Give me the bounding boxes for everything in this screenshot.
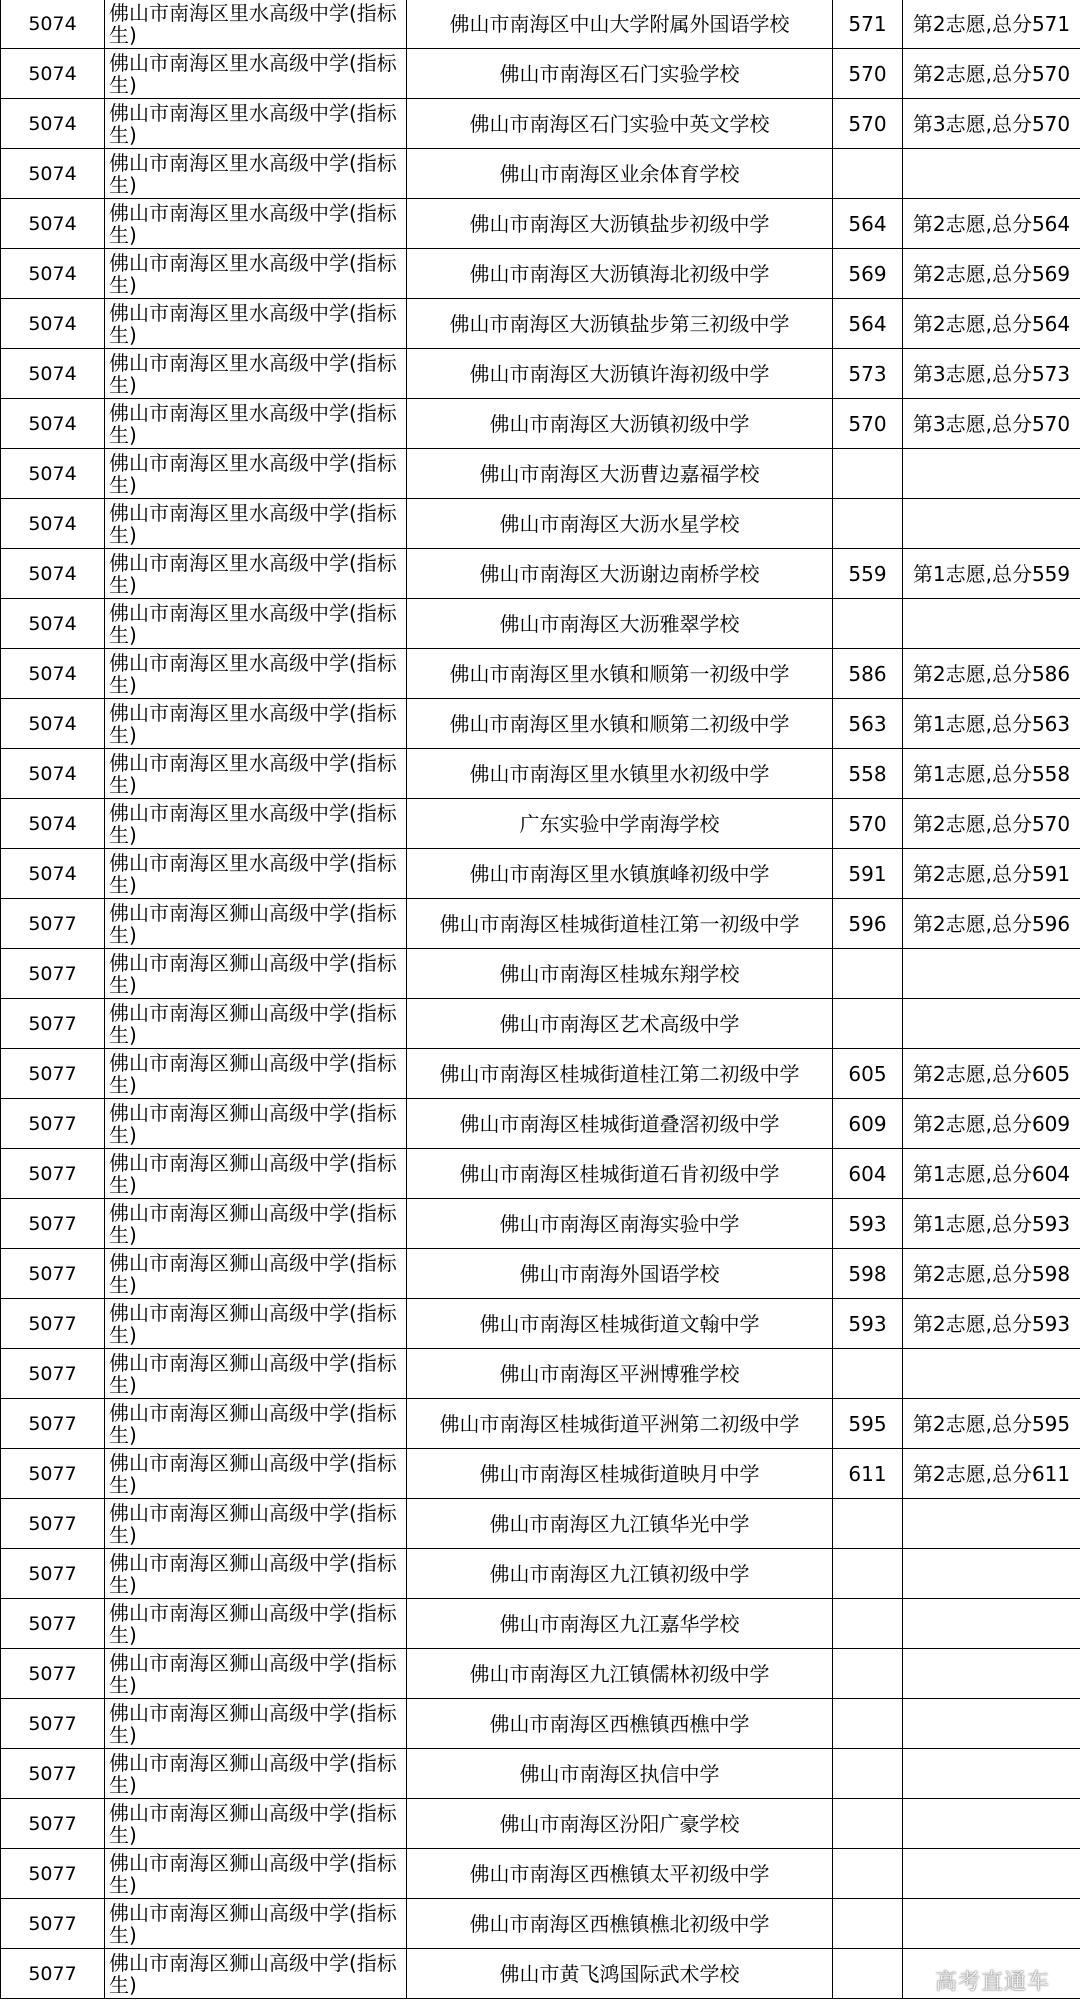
note-cell: 第1志愿,总分558 (903, 749, 1080, 799)
score-cell: 595 (833, 1399, 903, 1449)
school-name: 佛山市南海区狮山高级中学(指标生) (109, 1600, 397, 1647)
school-cell (105, 449, 407, 499)
source-school-cell: 佛山市南海区大沥曹边嘉福学校 (407, 449, 833, 499)
school-name: 佛山市南海区狮山高级中学(指标生) (109, 950, 397, 997)
score-cell: 596 (833, 899, 903, 949)
school-cell (105, 349, 407, 399)
source-school-cell: 佛山市南海区业余体育学校 (407, 149, 833, 199)
score-cell: 593 (833, 1199, 903, 1249)
table-row (1, 1599, 1080, 1649)
code-cell: 5077 (1, 899, 105, 949)
score-cell: 591 (833, 849, 903, 899)
note-cell (903, 1749, 1080, 1799)
source-school-cell: 佛山市南海区大沥镇海北初级中学 (407, 249, 833, 299)
score-cell: 570 (833, 799, 903, 849)
table-row (1, 1899, 1080, 1949)
school-name: 佛山市南海区里水高级中学(指标生) (109, 850, 397, 897)
code-cell: 5074 (1, 799, 105, 849)
school-name: 佛山市南海区狮山高级中学(指标生) (109, 1200, 397, 1247)
school-cell (105, 1799, 407, 1849)
table-row (1, 1249, 1080, 1299)
source-school-cell: 佛山市南海区桂城街道文翰中学 (407, 1299, 833, 1349)
school-name: 佛山市南海区里水高级中学(指标生) (109, 550, 397, 597)
school-cell (105, 1649, 407, 1699)
table-row (1, 799, 1080, 849)
source-school-cell: 佛山市南海区大沥镇盐步第三初级中学 (407, 299, 833, 349)
note-cell (903, 1849, 1080, 1899)
school-name: 佛山市南海区里水高级中学(指标生) (109, 600, 397, 647)
table-row (1, 399, 1080, 449)
table-row (1, 499, 1080, 549)
note-cell (903, 949, 1080, 999)
school-cell (105, 1749, 407, 1799)
note-cell: 第1志愿,总分604 (903, 1149, 1080, 1199)
source-school-cell: 佛山市南海区桂城街道平洲第二初级中学 (407, 1399, 833, 1449)
school-name: 佛山市南海区里水高级中学(指标生) (109, 500, 397, 547)
code-cell: 5077 (1, 1349, 105, 1399)
code-cell: 5077 (1, 1499, 105, 1549)
school-name: 佛山市南海区狮山高级中学(指标生) (109, 1850, 397, 1897)
school-name: 佛山市南海区里水高级中学(指标生) (109, 350, 397, 397)
school-name: 佛山市南海区里水高级中学(指标生) (109, 250, 397, 297)
school-name: 佛山市南海区狮山高级中学(指标生) (109, 900, 397, 947)
table-row (1, 1049, 1080, 1099)
code-cell: 5077 (1, 1699, 105, 1749)
source-school-cell: 佛山市南海区石门实验学校 (407, 49, 833, 99)
code-cell: 5074 (1, 249, 105, 299)
source-school-cell: 佛山市南海区中山大学附属外国语学校 (407, 0, 833, 49)
school-cell (105, 1099, 407, 1149)
table-row (1, 1549, 1080, 1599)
table-row (1, 849, 1080, 899)
source-school-cell: 佛山市南海区西樵镇太平初级中学 (407, 1849, 833, 1899)
table-row (1, 449, 1080, 499)
table-row (1, 949, 1080, 999)
source-school-cell: 佛山市南海区桂城街道桂江第二初级中学 (407, 1049, 833, 1099)
source-school-cell: 佛山市南海区里水镇和顺第二初级中学 (407, 699, 833, 749)
table-row (1, 1699, 1080, 1749)
school-name: 佛山市南海区里水高级中学(指标生) (109, 750, 397, 797)
table-row (1, 1799, 1080, 1849)
table-row (1, 99, 1080, 149)
school-name: 佛山市南海区狮山高级中学(指标生) (109, 1350, 397, 1397)
source-school-cell: 佛山市南海区大沥镇许海初级中学 (407, 349, 833, 399)
school-cell (105, 1949, 407, 1999)
source-school-cell: 佛山市南海区里水镇里水初级中学 (407, 749, 833, 799)
source-school-cell: 佛山市南海区桂城东翔学校 (407, 949, 833, 999)
school-name: 佛山市南海区狮山高级中学(指标生) (109, 1700, 397, 1747)
code-cell: 5074 (1, 449, 105, 499)
note-cell: 第2志愿,总分586 (903, 649, 1080, 699)
source-school-cell: 佛山市南海区桂城街道叠滘初级中学 (407, 1099, 833, 1149)
source-school-cell: 佛山市南海区桂城街道映月中学 (407, 1449, 833, 1499)
note-cell: 第1志愿,总分559 (903, 549, 1080, 599)
code-cell: 5074 (1, 49, 105, 99)
school-name: 佛山市南海区里水高级中学(指标生) (109, 300, 397, 347)
note-cell: 第3志愿,总分573 (903, 349, 1080, 399)
school-cell (105, 1399, 407, 1449)
note-cell: 第1志愿,总分593 (903, 1199, 1080, 1249)
code-cell: 5077 (1, 1549, 105, 1599)
school-cell (105, 1499, 407, 1549)
school-name: 佛山市南海区狮山高级中学(指标生) (109, 1450, 397, 1497)
school-cell (105, 1349, 407, 1399)
code-cell: 5077 (1, 1899, 105, 1949)
score-cell: 571 (833, 0, 903, 49)
school-name: 佛山市南海区狮山高级中学(指标生) (109, 1650, 397, 1697)
score-cell (833, 949, 903, 999)
note-cell: 第2志愿,总分564 (903, 199, 1080, 249)
score-cell: 559 (833, 549, 903, 599)
school-name: 佛山市南海区狮山高级中学(指标生) (109, 1800, 397, 1847)
source-school-cell: 佛山市南海区大沥镇盐步初级中学 (407, 199, 833, 249)
score-cell (833, 1949, 903, 1999)
score-cell (833, 1899, 903, 1949)
table-row (1, 549, 1080, 599)
school-cell (105, 1849, 407, 1899)
note-cell (903, 599, 1080, 649)
table-row (1, 1399, 1080, 1449)
school-name: 佛山市南海区狮山高级中学(指标生) (109, 1950, 397, 1997)
school-name: 佛山市南海区狮山高级中学(指标生) (109, 1400, 397, 1447)
note-cell: 第2志愿,总分571 (903, 0, 1080, 49)
school-cell (105, 1149, 407, 1199)
school-name: 佛山市南海区狮山高级中学(指标生) (109, 1500, 397, 1547)
note-cell: 第2志愿,总分611 (903, 1449, 1080, 1499)
code-cell: 5077 (1, 1599, 105, 1649)
source-school-cell: 佛山市南海区大沥谢边南桥学校 (407, 549, 833, 599)
note-cell (903, 1499, 1080, 1549)
note-cell: 第2志愿,总分570 (903, 49, 1080, 99)
note-cell (903, 499, 1080, 549)
code-cell: 5074 (1, 349, 105, 399)
source-school-cell: 佛山市南海区石门实验中英文学校 (407, 99, 833, 149)
score-cell (833, 1499, 903, 1549)
school-name: 佛山市南海区狮山高级中学(指标生) (109, 1750, 397, 1797)
school-name: 佛山市南海区狮山高级中学(指标生) (109, 1100, 397, 1147)
school-cell (105, 99, 407, 149)
score-cell (833, 449, 903, 499)
school-cell (105, 499, 407, 549)
table-row (1, 349, 1080, 399)
table-row (1, 599, 1080, 649)
source-school-cell: 佛山市黄飞鸿国际武术学校 (407, 1949, 833, 1999)
school-cell (105, 1199, 407, 1249)
note-cell: 第3志愿,总分570 (903, 99, 1080, 149)
score-cell (833, 1849, 903, 1899)
note-cell: 第2志愿,总分564 (903, 299, 1080, 349)
source-school-cell: 佛山市南海区大沥雅翠学校 (407, 599, 833, 649)
school-cell (105, 1599, 407, 1649)
school-cell (105, 399, 407, 449)
school-name: 佛山市南海区狮山高级中学(指标生) (109, 1050, 397, 1097)
table-row (1, 49, 1080, 99)
school-name: 佛山市南海区里水高级中学(指标生) (109, 150, 397, 197)
table-row (1, 199, 1080, 249)
table-row (1, 999, 1080, 1049)
code-cell: 5077 (1, 1049, 105, 1099)
score-cell: 573 (833, 349, 903, 399)
note-cell (903, 1649, 1080, 1699)
source-school-cell: 广东实验中学南海学校 (407, 799, 833, 849)
table-row (1, 649, 1080, 699)
score-cell: 569 (833, 249, 903, 299)
school-name: 佛山市南海区狮山高级中学(指标生) (109, 1900, 397, 1947)
school-cell (105, 1449, 407, 1499)
code-cell: 5077 (1, 1299, 105, 1349)
school-cell (105, 49, 407, 99)
code-cell: 5074 (1, 0, 105, 49)
table-row (1, 299, 1080, 349)
note-cell: 第2志愿,总分609 (903, 1099, 1080, 1149)
school-name: 佛山市南海区狮山高级中学(指标生) (109, 1000, 397, 1047)
school-name: 佛山市南海区里水高级中学(指标生) (109, 700, 397, 747)
school-name: 佛山市南海区里水高级中学(指标生) (109, 400, 397, 447)
code-cell: 5077 (1, 1399, 105, 1449)
code-cell: 5074 (1, 199, 105, 249)
code-cell: 5077 (1, 1949, 105, 1999)
school-cell (105, 1049, 407, 1099)
source-school-cell: 佛山市南海区九江嘉华学校 (407, 1599, 833, 1649)
code-cell: 5074 (1, 699, 105, 749)
score-cell: 609 (833, 1099, 903, 1149)
source-school-cell: 佛山市南海区大沥水星学校 (407, 499, 833, 549)
note-cell: 第2志愿,总分605 (903, 1049, 1080, 1099)
school-cell (105, 149, 407, 199)
code-cell: 5074 (1, 299, 105, 349)
source-school-cell: 佛山市南海区大沥镇初级中学 (407, 399, 833, 449)
score-cell: 570 (833, 99, 903, 149)
note-cell (903, 1899, 1080, 1949)
score-cell: 605 (833, 1049, 903, 1099)
source-school-cell: 佛山市南海区西樵镇西樵中学 (407, 1699, 833, 1749)
table-row (1, 1299, 1080, 1349)
watermark: 高考直通车 (934, 1970, 1050, 1995)
score-cell: 611 (833, 1449, 903, 1499)
school-cell (105, 199, 407, 249)
note-cell: 第2志愿,总分596 (903, 899, 1080, 949)
school-cell (105, 1299, 407, 1349)
code-cell: 5077 (1, 1099, 105, 1149)
code-cell: 5074 (1, 849, 105, 899)
source-school-cell: 佛山市南海区执信中学 (407, 1749, 833, 1799)
score-cell: 586 (833, 649, 903, 699)
school-name: 佛山市南海区里水高级中学(指标生) (109, 100, 397, 147)
note-cell: 第2志愿,总分591 (903, 849, 1080, 899)
school-cell (105, 1699, 407, 1749)
code-cell: 5077 (1, 1849, 105, 1899)
table-row (1, 1099, 1080, 1149)
school-cell (105, 249, 407, 299)
note-cell (903, 149, 1080, 199)
code-cell: 5077 (1, 1249, 105, 1299)
code-cell: 5077 (1, 949, 105, 999)
score-cell: 570 (833, 399, 903, 449)
code-cell: 5077 (1, 1149, 105, 1199)
note-cell: 第2志愿,总分570 (903, 799, 1080, 849)
table-row (1, 249, 1080, 299)
table-row (1, 1349, 1080, 1399)
score-cell: 604 (833, 1149, 903, 1199)
note-cell (903, 1549, 1080, 1599)
source-school-cell: 佛山市南海区桂城街道桂江第一初级中学 (407, 899, 833, 949)
source-school-cell: 佛山市南海区平洲博雅学校 (407, 1349, 833, 1399)
table-body (1, 0, 1080, 1999)
note-cell (903, 1349, 1080, 1399)
school-cell (105, 799, 407, 849)
table-row (1, 1949, 1080, 1999)
table-row (1, 749, 1080, 799)
school-cell (105, 1899, 407, 1949)
score-cell (833, 149, 903, 199)
table-row (1, 1849, 1080, 1899)
note-cell (903, 1599, 1080, 1649)
code-cell: 5074 (1, 749, 105, 799)
note-cell: 第2志愿,总分598 (903, 1249, 1080, 1299)
source-school-cell: 佛山市南海区九江镇华光中学 (407, 1499, 833, 1549)
table-row (1, 899, 1080, 949)
score-cell (833, 1749, 903, 1799)
score-cell (833, 1649, 903, 1699)
score-cell (833, 1799, 903, 1849)
note-cell: 第2志愿,总分593 (903, 1299, 1080, 1349)
table-row (1, 1199, 1080, 1249)
school-name: 佛山市南海区里水高级中学(指标生) (109, 800, 397, 847)
code-cell: 5074 (1, 499, 105, 549)
school-name: 佛山市南海区狮山高级中学(指标生) (109, 1300, 397, 1347)
school-cell (105, 699, 407, 749)
score-cell (833, 1549, 903, 1599)
source-school-cell: 佛山市南海区西樵镇樵北初级中学 (407, 1899, 833, 1949)
score-cell: 563 (833, 699, 903, 749)
school-name: 佛山市南海区狮山高级中学(指标生) (109, 1250, 397, 1297)
school-cell (105, 999, 407, 1049)
note-cell (903, 999, 1080, 1049)
source-school-cell: 佛山市南海区桂城街道石肯初级中学 (407, 1149, 833, 1199)
school-name: 佛山市南海区狮山高级中学(指标生) (109, 1550, 397, 1597)
school-cell (105, 1549, 407, 1599)
score-cell: 593 (833, 1299, 903, 1349)
score-cell (833, 999, 903, 1049)
school-name: 佛山市南海区里水高级中学(指标生) (109, 650, 397, 697)
score-cell (833, 1699, 903, 1749)
table-row (1, 1749, 1080, 1799)
table-row (1, 699, 1080, 749)
table-row (1, 1499, 1080, 1549)
source-school-cell: 佛山市南海区南海实验中学 (407, 1199, 833, 1249)
note-cell: 第2志愿,总分595 (903, 1399, 1080, 1449)
school-name: 佛山市南海区里水高级中学(指标生) (109, 0, 397, 47)
code-cell: 5077 (1, 1749, 105, 1799)
score-cell: 558 (833, 749, 903, 799)
code-cell: 5077 (1, 1799, 105, 1849)
school-name: 佛山市南海区里水高级中学(指标生) (109, 200, 397, 247)
code-cell: 5077 (1, 1649, 105, 1699)
table-row (1, 1649, 1080, 1699)
school-cell (105, 599, 407, 649)
code-cell: 5074 (1, 99, 105, 149)
school-name: 佛山市南海区里水高级中学(指标生) (109, 50, 397, 97)
school-cell (105, 849, 407, 899)
score-cell: 564 (833, 199, 903, 249)
score-cell (833, 599, 903, 649)
code-cell: 5074 (1, 649, 105, 699)
code-cell: 5077 (1, 1449, 105, 1499)
source-school-cell: 佛山市南海区汾阳广豪学校 (407, 1799, 833, 1849)
school-cell (105, 299, 407, 349)
note-cell: 第2志愿,总分569 (903, 249, 1080, 299)
source-school-cell: 佛山市南海区九江镇儒林初级中学 (407, 1649, 833, 1699)
school-cell (105, 899, 407, 949)
school-cell (105, 0, 407, 49)
note-cell (903, 449, 1080, 499)
score-cell: 570 (833, 49, 903, 99)
table-row (1, 1449, 1080, 1499)
note-cell: 第1志愿,总分563 (903, 699, 1080, 749)
score-cell (833, 1349, 903, 1399)
score-cell: 564 (833, 299, 903, 349)
source-school-cell: 佛山市南海区九江镇初级中学 (407, 1549, 833, 1599)
code-cell: 5074 (1, 599, 105, 649)
school-cell (105, 949, 407, 999)
school-name: 佛山市南海区里水高级中学(指标生) (109, 450, 397, 497)
table-row (1, 0, 1080, 49)
score-cell (833, 499, 903, 549)
school-cell (105, 549, 407, 599)
code-cell: 5074 (1, 149, 105, 199)
code-cell: 5074 (1, 549, 105, 599)
score-cell: 598 (833, 1249, 903, 1299)
school-name: 佛山市南海区狮山高级中学(指标生) (109, 1150, 397, 1197)
note-cell (903, 1699, 1080, 1749)
table-row (1, 1149, 1080, 1199)
school-cell (105, 649, 407, 699)
score-cell (833, 1599, 903, 1649)
code-cell: 5077 (1, 999, 105, 1049)
note-cell: 第3志愿,总分570 (903, 399, 1080, 449)
table-row (1, 149, 1080, 199)
code-cell: 5077 (1, 1199, 105, 1249)
source-school-cell: 佛山市南海区艺术高级中学 (407, 999, 833, 1049)
school-cell (105, 749, 407, 799)
source-school-cell: 佛山市南海区里水镇和顺第一初级中学 (407, 649, 833, 699)
note-cell (903, 1799, 1080, 1849)
school-cell (105, 1249, 407, 1299)
code-cell: 5074 (1, 399, 105, 449)
source-school-cell: 佛山市南海区里水镇旗峰初级中学 (407, 849, 833, 899)
source-school-cell: 佛山市南海外国语学校 (407, 1249, 833, 1299)
